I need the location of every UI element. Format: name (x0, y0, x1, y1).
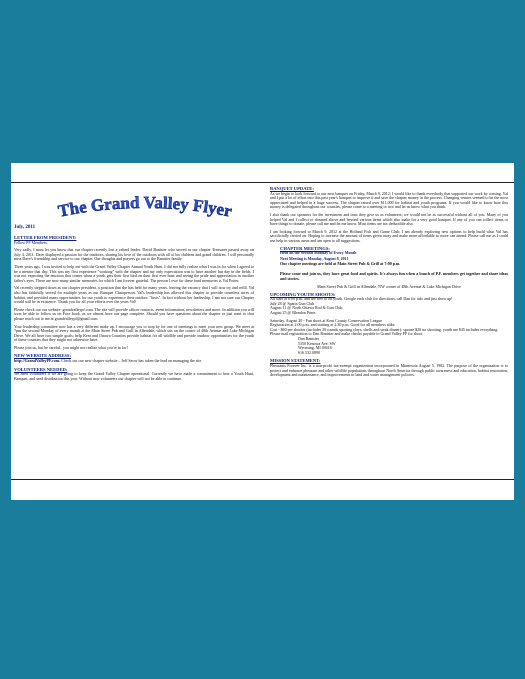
meetings-invite: Please come and join us, they have great food and spirits. It's always fun when a bunch of P.F. members get together and share ideas and stories. (280, 270, 508, 281)
website-text (14, 359, 254, 364)
issue-date: July, 2011 (14, 225, 36, 230)
newsletter-page (11, 163, 514, 500)
youth-heading: UPCOMING YOUTH SHOOTS: (270, 291, 336, 297)
address-line: Wyoming, MI 49418 (298, 345, 332, 351)
president-paragraph: Three years ago, I was invited to help out with the Grand Valley Chapter Annual Youth Hunt. I did not fully realize what I was in for when I agreed to be a mentor that day. This was my first experience "working" with the chapter and my only expectation was to have another fun day in the fields. I was not expecting the emotion that comes when a youth gets their first bird on their first ever hunt and seeing the pride and appreciation in another father's eyes. There are now many similar memories for which I am forever grateful. The person I owe for these fond memories is Val Potter. (14, 263, 254, 283)
youth-shoot-item: August 11 @ North Ottawa Rod & Gun Club (270, 305, 343, 311)
meetings-heading: CHAPTER MEETINGS: (280, 245, 330, 251)
volunteers-text: We need volunteers if we are going to keep the Grand Valley Chapter operational. Currently we have made a commitment to host a Youth Hunt, Banquet, and seed distribution this year. Without new volunteers our chapter will not be able to continue. (14, 371, 254, 381)
address-line: 5350 Kenowa Ave. SW (298, 340, 336, 346)
president-paragraph: Please check out our website: grandvalleypf.com. The site will provide officer contacts, event information, newsletters and more. In addition you will soon be able to follow us on Face book, as we almost have our page complete. Should you have questions about the chapter or just want to chat please reach out to me at grandvalleypf@gmail.com (14, 306, 254, 321)
right-column (270, 185, 508, 381)
salutation: Fellow PF Members, (14, 239, 48, 245)
website-link[interactable]: http://GrandValleyPF.com. (14, 358, 61, 364)
president-paragraph: Please join us, but be careful.. you might not realize what you're in for! (14, 344, 128, 350)
fun-shoot: Saturday, August 20 - Fun shoot at Kent County Conservation League (270, 317, 383, 323)
newsletter-title-logo (50, 194, 240, 224)
youth-shoot-item: August 25 @ Blendon Pines (270, 310, 316, 316)
president-paragraph: Your leadership committee now has a very different make up. I encourage you to stop by for one of meetings to meet your new group. We meet at 7pm the second Monday of every month at the Main Street Pub and Grill in Allendale, which sits on the corner of 48th Avenue and Lake Michigan Drive. We all have two simple goals; help Kent and Ottawa Counties provide habitat for all wildlife and provide outdoor opportunities for the youth of these counties that they might not otherwise have. (14, 323, 254, 343)
meetings-schedule: Held on the Second Monday of Every Month (280, 250, 357, 256)
left-column (14, 234, 254, 384)
bottom-rule (11, 479, 514, 480)
mailing-address (270, 337, 508, 355)
president-paragraph: Very sadly, I must let you know that our chapter recently lost a valued leader. David Banister who served as our chapter Treasurer passed away on July 4, 2011. Dave displayed a passion for the outdoors, sharing his love of the outdoors with all of his children and grand children. I will personally miss Dave's friendship and service to our chapter. Our thoughts and prayers go out to the Banister family. (14, 247, 254, 262)
address-line: Dan Banister (298, 336, 319, 342)
banquet-paragraph: I am looking forward to March 9, 2012 at the Holland Fish and Game Club; I am already exploring new options to help build what Val has sacrificially carried on. Hoping to increase the amount of items given away and make more affordable so more can attend. Please call me as I could use help in various areas and am open to all suggestions. (270, 228, 508, 243)
svg-text:The Grand Valley Flyer: The Grand Valley Flyer (56, 194, 234, 221)
mission-text: Pheasants Forever Inc. is a non-profit tax-exempt organization incorporated in Minnesota August 5, 1982. The purpose of the organization is to protect and enhance pheasant and other wildlife populations throughout North America through public awareness and education, habitat restoration, development and maintenance, and improvements in land and water management policies. (270, 363, 508, 378)
meetings-location-note: Our chapter meetings are held at Main Street Pub & Grill at 7:00 p.m. (280, 261, 401, 267)
mission-heading: MISSION STATEMENT: (270, 358, 321, 364)
president-heading: LETTER FROM PRESIDENT: (14, 235, 77, 240)
fun-shoot-cost: Cost - $60 per shooter (includes 50 rounds sporting clays, shells and steak dinner); spouse $20 no shooting, youth are $45 includes everything. (270, 326, 499, 332)
website-description: Check out our new chapter website – Jeff Secor has taken the lead on managing the site. (60, 358, 203, 364)
fun-shoot-registration: Registration at 2:00 p.m. and starting at 2:30 p.m. Good for all members alike. (270, 322, 396, 328)
meetings-location: Main Street Pub & Grill in Allendale, NW corner of 48th Avenue & Lake Michigan Drive (317, 284, 461, 290)
banquet-paragraph: I also thank our sponsors for the investment and trust they give us as volunteers; we would not be as successful without all of you. Many of you helped Val and I collect or donated above and beyond various items which also make for a very good banquet. If any of you can collect items or have things to donate, please call me and let me know. Most items are tax deductible also. (270, 211, 508, 227)
youth-intro: All start at 6:00 p.m. and are free to all youth. Google each club for directions, call Dan for info and just show up! (270, 296, 453, 302)
website-heading: NEW WEBSITE ADDRESS: (14, 353, 72, 359)
volunteers-heading: VOLUNTEERS NEEDED: (14, 366, 68, 372)
fun-shoot-mail: Please mail registration to Dan Banister and make checks payable to Grand Valley PF for shoot (270, 331, 423, 337)
youth-shoot-item: July 28 @ Sparta Gun Club (270, 300, 315, 306)
president-paragraph: Val recently stepped down as our chapter president, a position that she has held for many years, leaving the vacancy that I will now try and refill. Val also has faithfully served for multiple years as our Banquet Chairperson. Val's leadership has allowed this chapter to provide countless acres of habitat, and provided many opportunities for our youth to experience their outdoor "firsts". In fact without her leadership, I am not sure our Chapter would still be in existence. Thank you for all your efforts over the years Val! (14, 285, 254, 305)
top-rule (11, 182, 514, 183)
banquet-heading: BANQUET UPDATE: (270, 186, 314, 191)
next-meeting: Next Meeting is Monday, August 8, 2011 (280, 255, 349, 261)
address-line: 616.532.0890 (298, 349, 320, 355)
banquet-paragraph: As we begin to look forward to our next banquet on Friday, March 9, 2012; I would like to thank everybody that supported our work by coming. Val and I put a lot of effort into this past year's banquet to improve it and save the chapter money in the process. Changing venues seemed to be the most appreciated and helped in a huge success. The chapter raised over $11,000 for habitat and youth programs. If you would like to know how this money is delegated throughout our counties, please come to a meeting or two and let us know what you think. (270, 190, 508, 210)
